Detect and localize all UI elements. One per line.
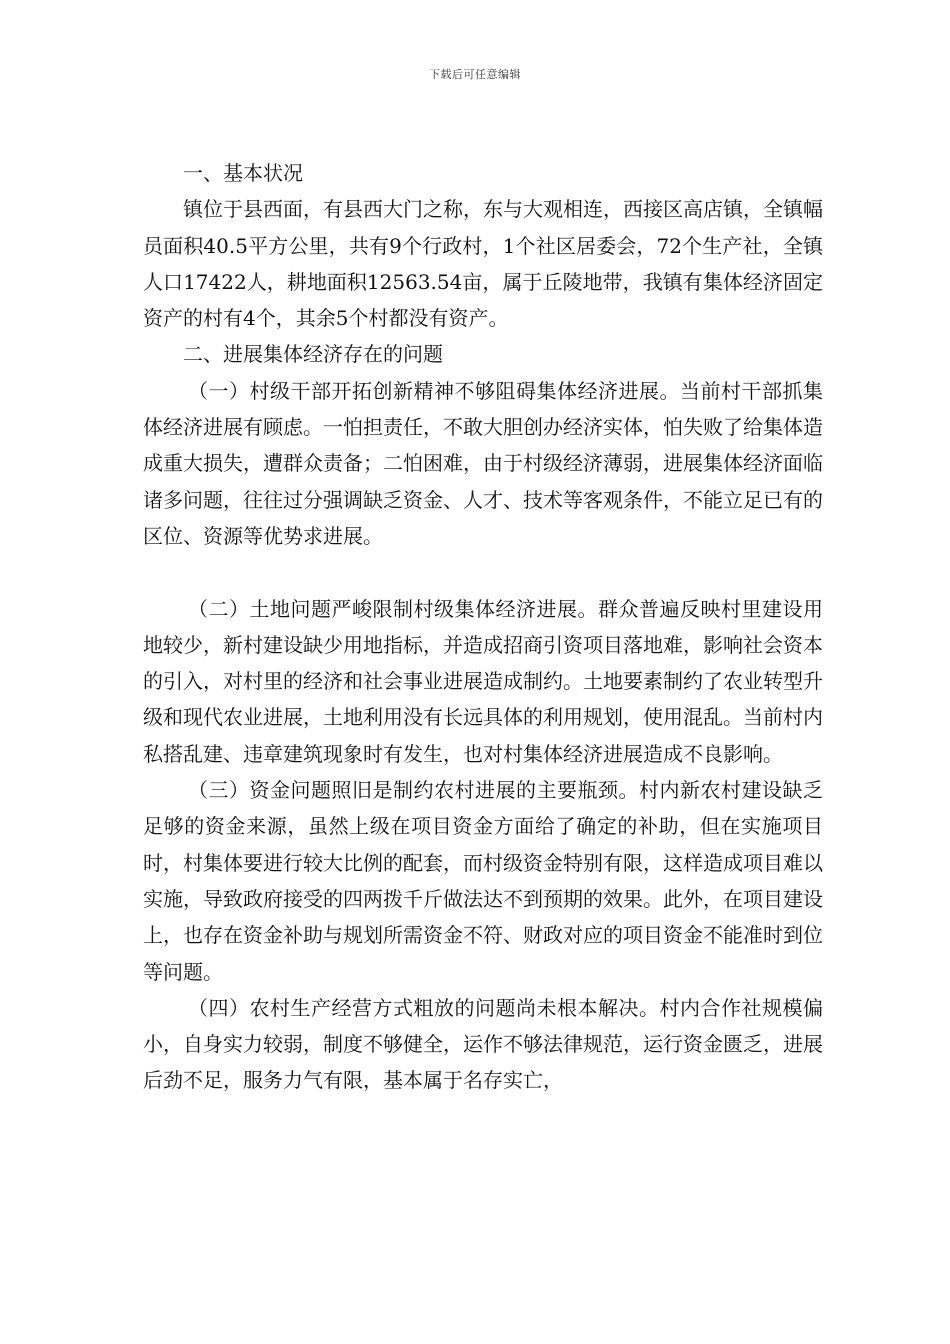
section-heading-basic-situation: 一、基本状况: [183, 161, 303, 185]
paragraph-problem-1: （一）村级干部开拓创新精神不够阻碍集体经济进展。当前村干部抓集体经济进展有顾虑。一怕担责任，不敢大胆创办经济实体，怕失败了给集体造成重大损失，遭群众责备；二怕困难，由于村级经济薄弱，进展集体经济面临诸多问题，往往过分强调缺乏资金、人才、技术等客观条件，不能立足已有的区位、资源等优势求进展。: [143, 378, 823, 548]
section-heading-problems: 二、进展集体经济存在的问题: [183, 342, 443, 367]
paragraph-town-overview: 镇位于县西面，有县西大门之称，东与大观相连，西接区高店镇，全镇幅员面积40.5平方公里，共有9个行政村，1个社区居委会，72个生产社，全镇人口17422人，耕地面积12563.54亩，属于丘陵地带，我镇有集体经济固定资产的村有4个，其余5个村都没有资产。: [143, 197, 823, 331]
paragraph-problem-2: （二）土地问题严峻限制村级集体经济进展。群众普遍反映村里建设用地较少，新村建设缺少用地指标，并造成招商引资项目落地难，影响社会资本的引入，对村里的经济和社会事业进展造成制约。土地要素制约了农业转型升级和现代农业进展，土地利用没有长远具体的利用规划，使用混乱。当前村内私搭乱建、违章建筑现象时有发生，也对村集体经济进展造成不良影响。: [143, 596, 823, 766]
document-body: [143, 155, 823, 1099]
page-header: 下载后可任意编辑: [429, 68, 521, 81]
paragraph-spacer: [143, 554, 823, 590]
paragraph-problem-3: （三）资金问题照旧是制约农村进展的主要瓶颈。村内新农村建设缺乏足够的资金来源，虽然上级在项目资金方面给了确定的补助，但在实施项目时，村集体要进行较大比例的配套，而村级资金特别有限，这样造成项目难以实施，导致政府接受的四两拨千斤做法达不到预期的效果。此外，在项目建设上，也存在资金补助与规划所需资金不符、财政对应的项目资金不能准时到位等问题。: [143, 778, 823, 984]
paragraph-problem-4: （四）农村生产经营方式粗放的问题尚未根本解决。村内合作社规模偏小，自身实力较弱，制度不够健全，运作不够法律规范，运行资金匮乏，进展后劲不足，服务力气有限，基本属于名存实亡，: [143, 995, 823, 1093]
